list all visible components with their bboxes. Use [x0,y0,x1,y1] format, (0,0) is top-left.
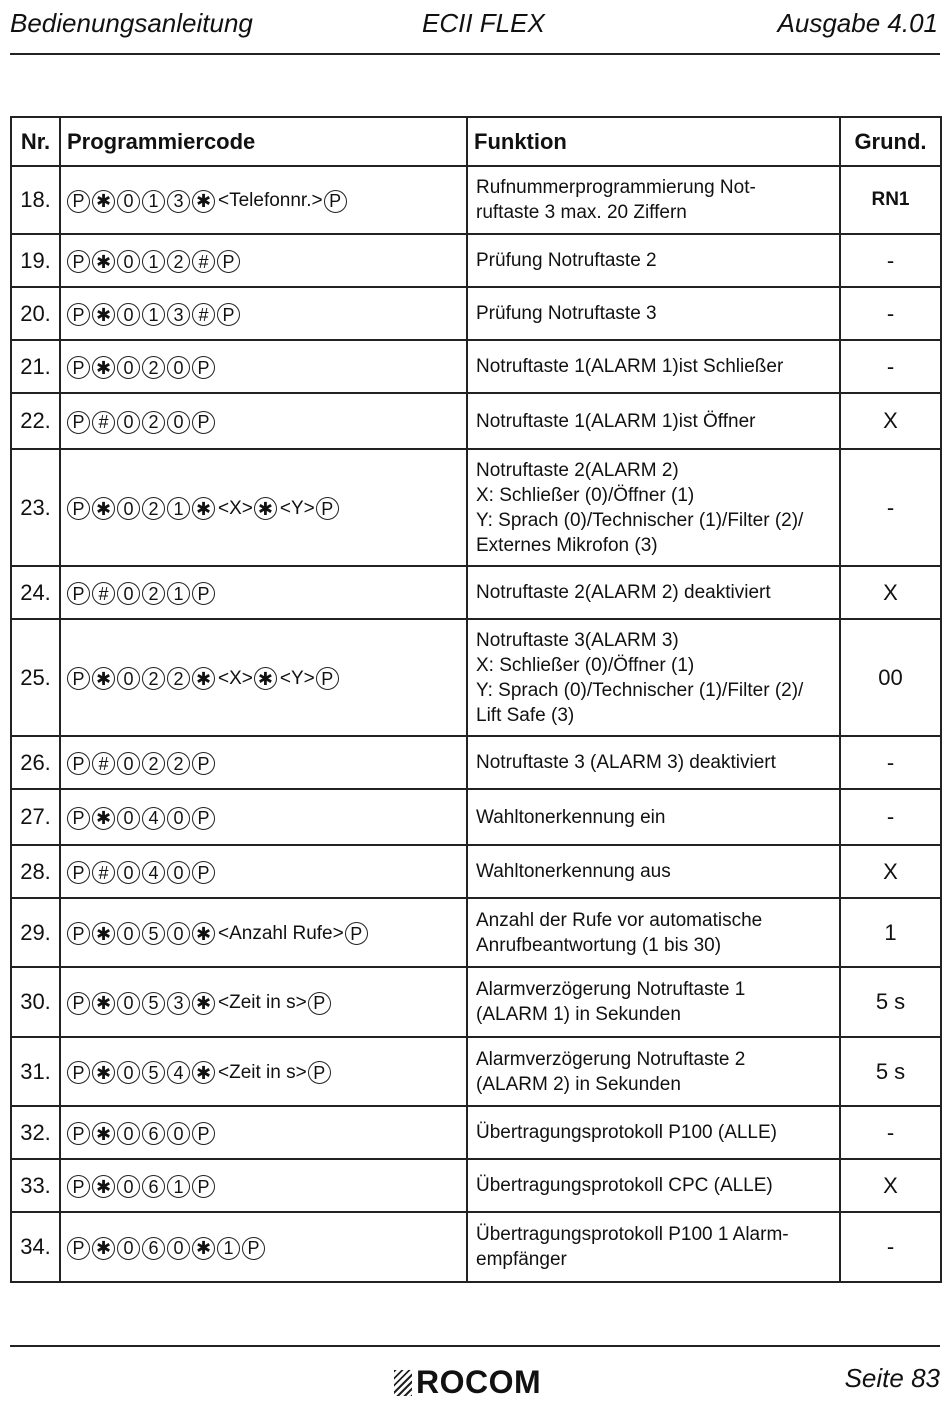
star-key-icon: ✱ [254,667,277,690]
star-key-icon: ✱ [92,667,115,690]
row-number: 24. [11,566,60,619]
table-row [11,1212,941,1282]
program-key-icon: P [67,303,90,326]
table-row [11,789,941,845]
column-header-code: Programmiercode [60,117,467,166]
digit-key-icon: 4 [167,1061,190,1084]
program-key-icon: P [217,303,240,326]
digit-key-icon: 1 [167,582,190,605]
digit-key-icon: 0 [117,992,140,1015]
function-description [467,736,840,789]
programming-code [60,287,467,340]
function-description [467,898,840,967]
function-line: Alarmverzögerung Notruftaste 1 [476,979,746,1000]
function-description [467,1212,840,1282]
digit-key-icon: 0 [167,861,190,884]
function-description [467,166,840,234]
code-parameter: <Zeit in s> [218,992,307,1014]
table-row [11,566,941,619]
logo-text: ROCOM [416,1364,542,1400]
digit-key-icon: 1 [167,1175,190,1198]
star-key-icon: ✱ [192,922,215,945]
default-value: RN1 [840,166,941,234]
code-parameter: <X> [218,667,253,689]
row-number: 28. [11,845,60,898]
function-description [467,1159,840,1212]
digit-key-icon: 1 [142,303,165,326]
star-key-icon: ✱ [92,992,115,1015]
function-line: Y: Sprach (0)/Technischer (1)/Filter (2)/ [476,509,804,531]
programming-code [60,736,467,789]
default-value: - [840,736,941,789]
footer-divider [10,1345,940,1347]
program-key-icon: P [192,752,215,775]
program-key-icon: P [192,1175,215,1198]
digit-key-icon: 0 [117,807,140,830]
function-description [467,789,840,845]
programming-code [60,393,467,449]
default-value: - [840,449,941,566]
row-number: 29. [11,898,60,967]
program-key-icon: P [324,190,347,213]
programming-code [60,449,467,566]
column-header-function: Funktion [467,117,840,166]
programming-code [60,566,467,619]
programming-code-table [10,116,942,1283]
row-number: 22. [11,393,60,449]
program-key-icon: P [67,922,90,945]
function-description [467,619,840,736]
function-line: Übertragungsprotokoll CPC (ALLE) [476,1175,773,1196]
row-number: 23. [11,449,60,566]
table-body [11,166,941,1282]
function-line: Externes Mikrofon (3) [476,534,658,556]
default-value: 5 s [840,1037,941,1106]
star-key-icon: ✱ [92,1122,115,1145]
programming-code [60,1159,467,1212]
function-line: Übertragungsprotokoll P100 1 Alarm- [476,1224,789,1245]
star-key-icon: ✱ [192,992,215,1015]
digit-key-icon: 1 [142,190,165,213]
program-key-icon: P [308,1061,331,1084]
digit-key-icon: 2 [142,356,165,379]
program-key-icon: P [192,582,215,605]
programming-code [60,619,467,736]
row-number: 18. [11,166,60,234]
default-value: - [840,1212,941,1282]
digit-key-icon: 2 [142,752,165,775]
digit-key-icon: 1 [142,250,165,273]
function-line: Notruftaste 3 (ALARM 3) deaktiviert [476,752,776,773]
program-key-icon: P [67,992,90,1015]
table-header-row [11,117,941,166]
programming-code [60,1212,467,1282]
default-value: 5 s [840,967,941,1037]
code-parameter: <Telefonnr.> [218,190,323,212]
function-line: empfänger [476,1249,567,1270]
table-row [11,1106,941,1159]
digit-key-icon: 6 [142,1237,165,1260]
table-row [11,736,941,789]
programming-code [60,340,467,393]
programming-code [60,166,467,234]
digit-key-icon: 0 [117,861,140,884]
table-row [11,1037,941,1106]
programming-code [60,789,467,845]
function-description [467,1106,840,1159]
default-value: - [840,1106,941,1159]
star-key-icon: ✱ [92,303,115,326]
star-key-icon: ✱ [92,807,115,830]
star-key-icon: ✱ [192,190,215,213]
digit-key-icon: 2 [167,667,190,690]
function-line: Rufnummerprogrammierung Not- [476,177,756,198]
program-key-icon: P [67,1175,90,1198]
function-description [467,234,840,287]
star-key-icon: ✱ [92,1237,115,1260]
digit-key-icon: 5 [142,1061,165,1084]
code-parameter: <Y> [279,497,315,519]
program-key-icon: P [192,861,215,884]
function-line: Notruftaste 3(ALARM 3) [476,629,679,651]
program-key-icon: P [67,667,90,690]
default-value: X [840,845,941,898]
digit-key-icon: 0 [117,1061,140,1084]
function-description [467,566,840,619]
function-line: (ALARM 1) in Sekunden [476,1004,681,1025]
rocom-logo [394,1364,541,1401]
row-number: 34. [11,1212,60,1282]
digit-key-icon: 0 [117,1175,140,1198]
star-key-icon: ✱ [92,1175,115,1198]
row-number: 21. [11,340,60,393]
function-line: Y: Sprach (0)/Technischer (1)/Filter (2)/ [476,679,804,701]
function-line: Notruftaste 2(ALARM 2) [476,459,679,481]
function-line: X: Schließer (0)/Öffner (1) [476,654,695,676]
digit-key-icon: 3 [167,190,190,213]
digit-key-icon: 4 [142,807,165,830]
digit-key-icon: 0 [167,807,190,830]
code-parameter: <Anzahl Rufe> [218,922,344,944]
logo-mark-icon [394,1370,412,1396]
digit-key-icon: 0 [117,922,140,945]
function-line: Alarmverzögerung Notruftaste 2 [476,1048,746,1070]
page-number: Seite 83 [844,1363,940,1393]
table-row [11,898,941,967]
code-parameter: <Y> [279,667,315,689]
digit-key-icon: 0 [167,356,190,379]
default-value: - [840,789,941,845]
function-description [467,287,840,340]
hash-key-icon: # [92,861,115,884]
digit-key-icon: 0 [117,582,140,605]
digit-key-icon: 0 [167,922,190,945]
column-header-default: Grund. [840,117,941,166]
digit-key-icon: 6 [142,1122,165,1145]
row-number: 27. [11,789,60,845]
digit-key-icon: 0 [117,1122,140,1145]
program-key-icon: P [67,1237,90,1260]
table-row [11,340,941,393]
function-line: Notruftaste 1(ALARM 1)ist Öffner [476,410,756,432]
star-key-icon: ✱ [192,497,215,520]
code-parameter: <X> [218,497,253,519]
digit-key-icon: 2 [167,250,190,273]
function-line: Lift Safe (3) [476,704,575,726]
code-parameter: <Zeit in s> [218,1061,307,1083]
digit-key-icon: 0 [117,411,140,434]
star-key-icon: ✱ [92,190,115,213]
table-row [11,1159,941,1212]
program-key-icon: P [316,667,339,690]
program-key-icon: P [67,807,90,830]
program-key-icon: P [192,356,215,379]
digit-key-icon: 0 [117,1237,140,1260]
default-value: - [840,234,941,287]
star-key-icon: ✱ [92,497,115,520]
program-key-icon: P [242,1237,265,1260]
default-value: - [840,287,941,340]
row-number: 20. [11,287,60,340]
digit-key-icon: 0 [167,1237,190,1260]
program-key-icon: P [67,250,90,273]
programming-code [60,1106,467,1159]
star-key-icon: ✱ [192,667,215,690]
function-line: X: Schließer (0)/Öffner (1) [476,484,695,506]
digit-key-icon: 0 [117,190,140,213]
program-key-icon: P [217,250,240,273]
programming-code [60,898,467,967]
function-description [467,449,840,566]
column-header-nr: Nr. [11,117,60,166]
hash-key-icon: # [192,250,215,273]
row-number: 30. [11,967,60,1037]
default-value: X [840,393,941,449]
digit-key-icon: 0 [117,303,140,326]
function-line: Anzahl der Rufe vor automatische [476,909,763,931]
table-row [11,449,941,566]
default-value: 00 [840,619,941,736]
function-description [467,967,840,1037]
star-key-icon: ✱ [92,922,115,945]
digit-key-icon: 0 [117,667,140,690]
digit-key-icon: 2 [142,667,165,690]
program-key-icon: P [192,1122,215,1145]
digit-key-icon: 0 [117,497,140,520]
program-key-icon: P [67,861,90,884]
function-line: Übertragungsprotokoll P100 (ALLE) [476,1122,778,1143]
program-key-icon: P [192,807,215,830]
digit-key-icon: 2 [142,411,165,434]
digit-key-icon: 0 [117,250,140,273]
program-key-icon: P [316,497,339,520]
function-line: Anrufbeantwortung (1 bis 30) [476,934,722,956]
programming-code [60,234,467,287]
program-key-icon: P [67,582,90,605]
digit-key-icon: 1 [167,497,190,520]
table-row [11,393,941,449]
program-key-icon: P [345,922,368,945]
programming-code [60,1037,467,1106]
digit-key-icon: 4 [142,861,165,884]
digit-key-icon: 5 [142,992,165,1015]
function-line: ruftaste 3 max. 20 Ziffern [476,202,687,223]
function-description [467,340,840,393]
program-key-icon: P [67,497,90,520]
row-number: 32. [11,1106,60,1159]
row-number: 33. [11,1159,60,1212]
digit-key-icon: 0 [167,1122,190,1145]
program-key-icon: P [67,752,90,775]
star-key-icon: ✱ [92,1061,115,1084]
table-row [11,287,941,340]
default-value: X [840,566,941,619]
digit-key-icon: 3 [167,303,190,326]
hash-key-icon: # [92,582,115,605]
program-key-icon: P [192,411,215,434]
function-line: Notruftaste 1(ALARM 1)ist Schließer [476,356,784,377]
digit-key-icon: 2 [167,752,190,775]
default-value: 1 [840,898,941,967]
digit-key-icon: 0 [117,356,140,379]
function-description [467,393,840,449]
table-row [11,967,941,1037]
digit-key-icon: 2 [142,582,165,605]
default-value: X [840,1159,941,1212]
function-line: Wahltonerkennung ein [476,806,666,828]
program-key-icon: P [308,992,331,1015]
program-key-icon: P [67,1061,90,1084]
digit-key-icon: 0 [117,752,140,775]
header-manual-title: Bedienungsanleitung [10,8,253,38]
table-row [11,845,941,898]
program-key-icon: P [67,190,90,213]
header-divider [10,53,940,55]
header-product-name: ECII FLEX [422,8,545,38]
programming-code [60,967,467,1037]
function-line: Notruftaste 2(ALARM 2) deaktiviert [476,582,771,603]
digit-key-icon: 1 [217,1237,240,1260]
row-number: 26. [11,736,60,789]
program-key-icon: P [67,411,90,434]
page-header [10,8,940,42]
function-description [467,845,840,898]
digit-key-icon: 2 [142,497,165,520]
hash-key-icon: # [92,411,115,434]
function-line: Prüfung Notruftaste 2 [476,250,657,271]
function-description [467,1037,840,1106]
function-line: Prüfung Notruftaste 3 [476,303,657,324]
digit-key-icon: 0 [167,411,190,434]
table-row [11,166,941,234]
program-key-icon: P [67,356,90,379]
hash-key-icon: # [92,752,115,775]
row-number: 31. [11,1037,60,1106]
digit-key-icon: 5 [142,922,165,945]
star-key-icon: ✱ [254,497,277,520]
digit-key-icon: 3 [167,992,190,1015]
star-key-icon: ✱ [92,356,115,379]
star-key-icon: ✱ [192,1237,215,1260]
table-row [11,619,941,736]
table-row [11,234,941,287]
hash-key-icon: # [192,303,215,326]
star-key-icon: ✱ [192,1061,215,1084]
function-line: Wahltonerkennung aus [476,861,671,882]
program-key-icon: P [67,1122,90,1145]
star-key-icon: ✱ [92,250,115,273]
function-line: (ALARM 2) in Sekunden [476,1073,681,1095]
header-edition: Ausgabe 4.01 [777,8,938,38]
row-number: 25. [11,619,60,736]
row-number: 19. [11,234,60,287]
default-value: - [840,340,941,393]
programming-code [60,845,467,898]
digit-key-icon: 6 [142,1175,165,1198]
